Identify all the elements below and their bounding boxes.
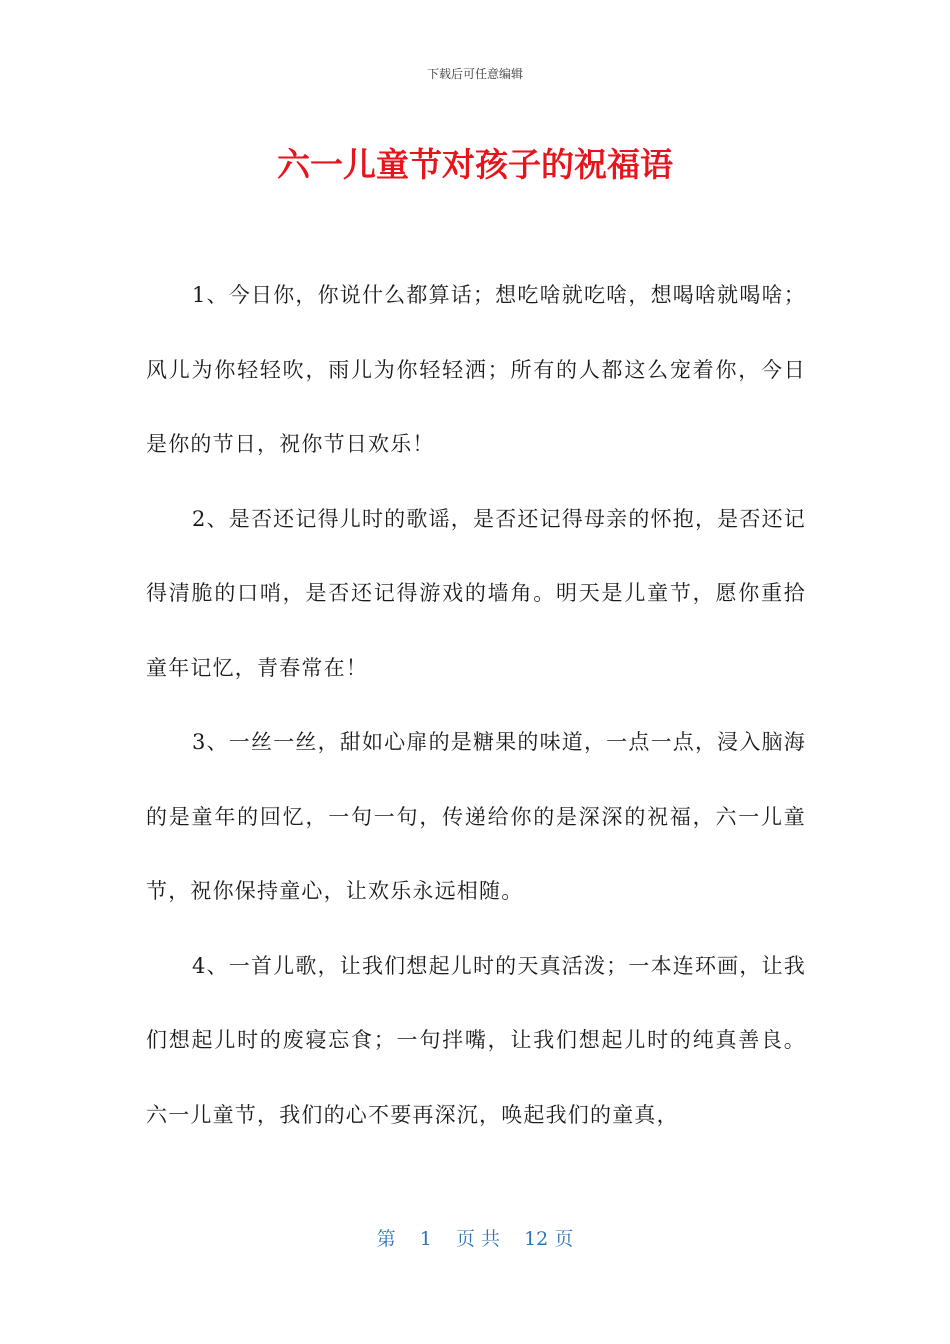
paragraph-1: 1、今日你，你说什么都算话；想吃啥就吃啥，想喝啥就喝啥；风儿为你轻轻吹，雨儿为你轻轻洒；所有的人都这么宠着你，今日是你的节日，祝你节日欢乐！ xyxy=(146,283,806,456)
footer-prefix: 第 xyxy=(376,1228,396,1250)
footer-current-page: 1 xyxy=(419,1228,432,1250)
footer-suffix: 页 xyxy=(554,1228,574,1250)
document-body xyxy=(146,258,806,1152)
header-note: 下载后可任意编辑 xyxy=(426,67,523,81)
footer-total-pages: 12 xyxy=(524,1228,549,1250)
paragraph-2: 2、是否还记得儿时的歌谣，是否还记得母亲的怀抱，是否还记得清脆的口哨，是否还记得游戏的墙角。明天是儿童节，愿你重拾童年记忆，青春常在！ xyxy=(146,506,806,680)
document-title: 六一儿童节对孩子的祝福语 xyxy=(277,145,673,184)
page-footer xyxy=(0,1226,950,1252)
paragraph-4: 4、一首儿歌，让我们想起儿时的天真活泼；一本连环画，让我们想起儿时的废寝忘食；一句拌嘴，让我们想起儿时的纯真善良。六一儿童节，我们的心不要再深沉，唤起我们的童真， xyxy=(146,953,806,1127)
paragraph-3: 3、一丝一丝，甜如心扉的是糖果的味道，一点一点，浸入脑海的是童年的回忆，一句一句，传递给你的是深深的祝福，六一儿童节，祝你保持童心，让欢乐永远相随。 xyxy=(146,730,806,903)
footer-middle: 页 共 xyxy=(455,1228,500,1250)
